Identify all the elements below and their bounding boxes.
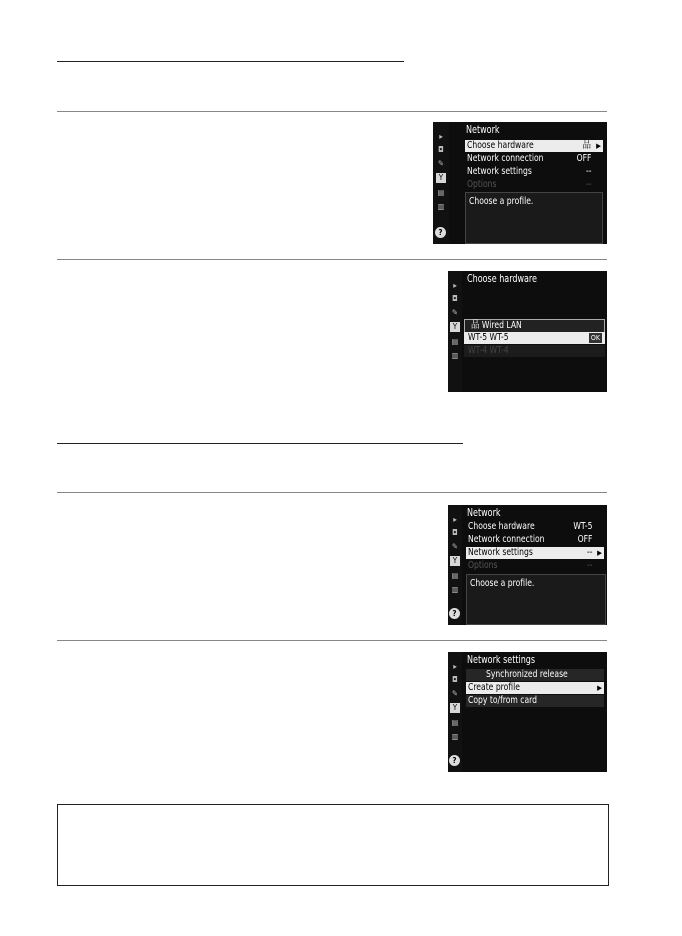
retouch-tab-icon[interactable]: ▤ <box>451 337 459 346</box>
menu-item-options <box>465 179 603 191</box>
menu-item-synchronized-release[interactable] <box>466 669 604 681</box>
menu-item-create-profile[interactable] <box>466 682 604 694</box>
menu-tab-sidebar <box>448 652 462 772</box>
menu-item-value: 品 <box>582 140 591 151</box>
menu-item-label: Network connection <box>467 153 544 164</box>
camera-screen-network-menu-2 <box>448 505 607 625</box>
hint-text: Choose a profile. <box>470 578 535 589</box>
section-rule-top <box>57 61 404 62</box>
option-label: 品 Wired LAN <box>471 320 522 331</box>
pencil-tab-icon[interactable]: ✎ <box>451 542 459 551</box>
menu-item-label: Network settings <box>467 166 532 177</box>
camera-screen-choose-hardware <box>448 271 607 392</box>
menu-item-network-settings[interactable] <box>465 166 603 178</box>
menu-item-copy-to-from-card[interactable] <box>466 695 604 707</box>
chevron-right-icon: ▶ <box>596 142 601 150</box>
menu-item-value: -- <box>586 547 592 558</box>
pencil-tab-icon[interactable]: ✎ <box>451 689 459 698</box>
playback-tab-icon[interactable]: ▸ <box>439 132 443 141</box>
step-rule-4 <box>57 640 607 641</box>
setup-tab-icon[interactable]: Y <box>450 703 460 713</box>
setup-tab-icon[interactable]: Y <box>450 322 460 332</box>
retouch-tab-icon[interactable]: ▤ <box>451 571 459 580</box>
menu-item-label: Options <box>468 560 498 571</box>
playback-tab-icon[interactable]: ▸ <box>453 662 457 671</box>
camera-tab-icon[interactable]: ◘ <box>438 145 444 154</box>
section-rule-middle <box>57 443 463 444</box>
option-wt4 <box>464 345 605 357</box>
pencil-tab-icon[interactable]: ✎ <box>451 308 459 317</box>
menu-item-value: OFF <box>577 534 592 545</box>
setup-tab-icon[interactable]: Y <box>436 173 446 183</box>
setup-tab-icon[interactable]: Y <box>450 556 460 566</box>
menu-item-label: Choose hardware <box>467 140 534 151</box>
ok-badge: OK <box>590 334 600 342</box>
option-wired-lan[interactable] <box>464 319 605 333</box>
menu-item-options <box>466 560 604 572</box>
menu-tab-sidebar <box>448 271 462 392</box>
help-icon[interactable]: ? <box>449 755 460 766</box>
menu-item-value: OFF <box>576 153 591 164</box>
menu-item-label: Create profile <box>468 682 520 693</box>
option-label: WT-4 WT-4 <box>468 345 509 356</box>
menu-item-label: Network settings <box>468 547 533 558</box>
menu-item-value: -- <box>585 166 591 177</box>
hint-text: Choose a profile. <box>469 196 534 207</box>
retouch-tab-icon[interactable]: ▤ <box>451 718 459 727</box>
playback-tab-icon[interactable]: ▸ <box>453 515 457 524</box>
chevron-right-icon: ▶ <box>597 549 602 557</box>
menu-item-label: Choose hardware <box>468 521 535 532</box>
menu-item-choose-hardware[interactable] <box>466 521 604 533</box>
mymenu-tab-icon[interactable]: ▥ <box>451 585 459 594</box>
camera-screen-network-menu <box>433 122 607 244</box>
help-icon[interactable]: ? <box>449 608 460 619</box>
camera-tab-icon[interactable]: ◘ <box>452 528 458 537</box>
menu-item-label: Options <box>467 179 497 190</box>
menu-item-value: WT-5 <box>572 521 592 532</box>
step-rule-1 <box>57 111 607 112</box>
mymenu-tab-icon[interactable]: ▥ <box>451 351 459 360</box>
menu-title: Network <box>467 507 501 519</box>
menu-item-value: -- <box>585 179 591 190</box>
menu-title: Choose hardware <box>467 273 537 285</box>
camera-screen-network-settings <box>448 652 607 772</box>
help-icon[interactable]: ? <box>435 227 446 238</box>
help-hint-panel <box>465 192 603 244</box>
pencil-tab-icon[interactable]: ✎ <box>437 159 445 168</box>
menu-item-network-connection[interactable] <box>465 153 603 165</box>
chevron-right-icon: ▶ <box>597 684 602 692</box>
menu-item-network-settings[interactable] <box>466 547 604 559</box>
step-rule-2 <box>57 259 607 260</box>
menu-item-label: Copy to/from card <box>468 695 538 706</box>
menu-title: Network <box>466 124 500 136</box>
menu-title: Network settings <box>467 654 536 666</box>
menu-item-choose-hardware[interactable] <box>465 140 603 152</box>
camera-tab-icon[interactable]: ◘ <box>452 675 458 684</box>
menu-item-network-connection[interactable] <box>466 534 604 546</box>
camera-tab-icon[interactable]: ◘ <box>452 294 458 303</box>
menu-tab-sidebar <box>448 505 462 625</box>
menu-item-label: Synchronized release <box>486 669 568 680</box>
menu-item-value: -- <box>586 560 592 571</box>
menu-item-label: Network connection <box>468 534 545 545</box>
option-label: WT-5 WT-5 <box>468 332 509 343</box>
mymenu-tab-icon[interactable]: ▥ <box>437 202 445 211</box>
retouch-tab-icon[interactable]: ▤ <box>437 188 445 197</box>
option-wt5[interactable] <box>464 332 605 344</box>
note-box <box>57 804 609 886</box>
help-hint-panel <box>466 574 606 625</box>
playback-tab-icon[interactable]: ▸ <box>453 281 457 290</box>
step-rule-3 <box>57 492 607 493</box>
menu-tab-sidebar <box>433 122 449 244</box>
mymenu-tab-icon[interactable]: ▥ <box>451 732 459 741</box>
